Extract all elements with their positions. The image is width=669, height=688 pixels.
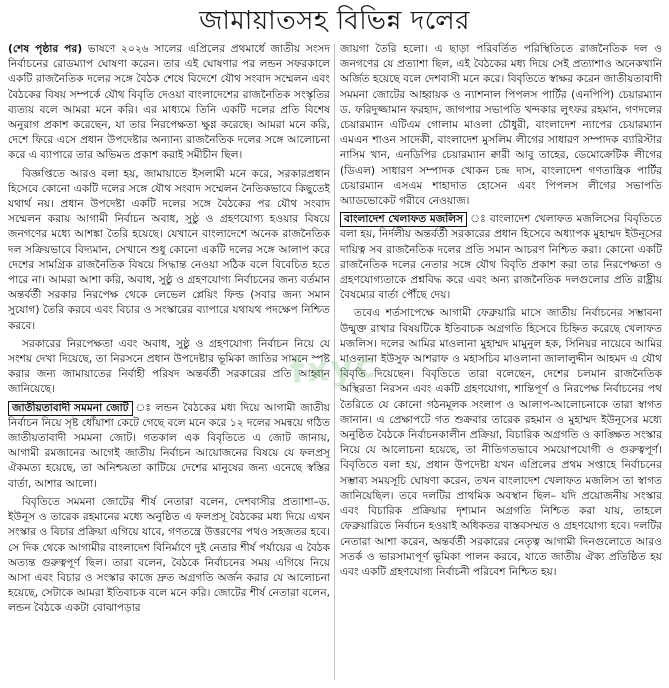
article-paragraph	[8, 42, 330, 164]
paragraph-text: বিবৃতিতে সমমনা জোটের শীর্ষ নেতারা বলেন, দেশবাসীর প্রত্যাশা–ড. ইউনূস ও তারেক রহমানের মধ্যে অনুষ্ঠিত এ ফলপ্রসূ বৈঠকের মধ্য দিয়ে এখন সংস্কার ও বিচার প্রক্রিয়া এগিয়ে যাবে, গণতন্ত্রে উত্তরণের পথও সহজতর হবে। সে দিক থেকে আগামীর বাংলাদেশ বিনির্মাণে দুই নেতার শীর্ষ পর্যায়ের এ বৈঠক অত্যন্ত গুরুত্বপূর্ণ ছিল। তারা বলেন, বৈঠকে নির্বাচনের সময় এগিয়ে নিয়ে আসা এবং বিচার ও সংস্কার কাজে দ্রুত অগ্রগতি অর্জন করার যে আলোচনা হয়েছে, সেটাকে আমরা ইতিবাচক বলে মনে করি। জোটের শীর্ষ নেতারা বলেন, লন্ডন বৈঠকে একটা বোঝাপড়ার	[8, 495, 330, 615]
continuation-label: (শেষ পৃষ্ঠার পর)	[8, 43, 83, 55]
paragraph-text: সরকারের নিরপেক্ষতা এবং অবাধ, সুষ্ঠু ও গ্রহণযোগ্য নির্বাচন নিয়ে যে সংশয় দেখা দিয়েছে, তা নিরসনে প্রধান উপদেষ্টার ভূমিকা জাতির সামনে স্পষ্ট করার জন্য জামায়াতের নির্বাহী পরিষদ অন্তর্বর্তী সরকারের প্রতি আহ্বান জানিয়েছে।	[8, 337, 330, 396]
paragraph-text: ঃ লন্ডন বৈঠকের মধ্য দিয়ে আগামী জাতীয় নির্বাচন নিয়ে সৃষ্ট ধোঁয়াশা কেটে গেছে বলে মনে করে ১২ দলের সমন্বয়ে গঠিত জাতীয়তাবাদী সমমনা জোট। গতকাল এক বিবৃতিতে এ জোট জানায়, আগামী রমজানের আগেই জাতীয় নির্বাচন আয়োজনের বিষয়ে যে ফলপ্রসূ ঐকমত্য হয়েছে, তা অনিশ্চয়তা কাটিয়ে দেশের মানুষের জন্য এনেছে স্বস্তির বার্তা, আশার আলো।	[8, 401, 330, 490]
article-right-column	[340, 42, 662, 682]
article-paragraph	[8, 167, 330, 334]
subheading-jatiyatabadi-somomona-jote: জাতীয়তাবাদী সমমনা জোট	[8, 401, 133, 416]
article-paragraph	[8, 337, 330, 398]
article-paragraph	[340, 212, 662, 303]
article-paragraph	[340, 306, 662, 580]
article-headline: জামায়াতসহ বিভিন্ন দলের	[199, 6, 470, 36]
paragraph-text: জায়গা তৈরি হলো। এ ছাড়া পরিবর্তিত পরিস্থিতিতে রাজনৈতিক দল ও জনগণের যে প্রত্যাশা ছিল, এই বৈঠকের মধ্য দিয়ে সেই প্রত্যাশাও অনেকখানি অর্জিত হয়েছে বলে দেশবাসী মনে করে। বিবৃতিতে স্বাক্ষর করেন জাতীয়তাবাদী সমমনা জোটের আহ্বায়ক ও ন্যাশনাল পিপলস পার্টির (এনপিপি) চেয়ারম্যান ড. ফরিদুজ্জামান ফরহাদ, জাগপার সভাপতি খন্দকার লুৎফর রহমান, গণদলের চেয়ারম্যান এটিএম গোলাম মাওলা চৌধুরী, বাংলাদেশ ন্যাপের চেয়ারম্যান এমএন শাওন সাদেকী, বাংলাদেশ মুসলিম লীগের সাধারণ সম্পাদক ব্যারিস্টার নাসিম খান, এনডিপির চেয়ারম্যান ক্বারী আবু তাহের, ডেমোক্রেটিক লীগের (ডিএল) সাধারণ সম্পাদক খোকন চন্দ্র দাস, বাংলাদেশ গণতান্ত্রিক পার্টির চেয়ারম্যান এসএম শাহাদাত হোসেন এবং পিপলস লীগের সভাপতি অ্যাডভোকেট গরীবে নেওয়াজ।	[340, 43, 662, 208]
paragraph-text: বিজ্ঞপ্তিতে আরও বলা হয়, জামায়াতে ইসলামী মনে করে, সরকারপ্রধান হিসেবে কোনো একটি দলের সঙ্গে যৌথ সংবাদ সম্মেলন নৈতিকভাবে কিছুতেই যথার্থ নয়। প্রধান উপদেষ্টা একটি দলের সঙ্গে বৈঠকের পর যৌথ সংবাদ সম্মেলন করায় আগামী নির্বাচন অবাধ, সুষ্ঠু ও গ্রহণযোগ্য হওয়ার বিষয়ে জনগণের মধ্যে আশঙ্কা তৈরি হয়েছে। যেখানে বাংলাদেশে অনেক রাজনৈতিক দল সক্রিয়ভাবে বিদ্যমান, সেখানে শুধু কোনো একটি দলের সঙ্গে আলাপ করে দেশের সামগ্রিক রাজনৈতিক বিষয়ে সিদ্ধান্ত নেওয়া সঠিক বলে বিবেচিত হতে পারে না। আমরা আশা করি, অবাধ, সুষ্ঠু ও গ্রহণযোগ্য নির্বাচনের জন্য বর্তমান অন্তর্বর্তী সরকার নিরপেক্ষ থেকে লেভেল প্লেয়িং ফিল্ড (সবার জন্য সমান সুযোগ) তৈরি করবে এবং বিচার ও সংস্কারের ব্যাপারে যথাযথ পদক্ষেপ নিশ্চিত করবে।	[8, 167, 330, 332]
article-left-column	[8, 42, 330, 682]
paragraph-text: ঃ বাংলাদেশ খেলাফত মজলিসের বিবৃতিতে বলা হয়, নির্দলীয় অন্তর্বর্তী সরকারের প্রধান হিসেবে অধ্যাপক মুহাম্মদ ইউনূসের দায়িত্ব সব রাজনৈতিক দলের প্রতি সমান আচরণ নিশ্চিত করা। কোনো একটি রাজনৈতিক দলের নেতার সঙ্গে যৌথ বিবৃতি প্রকাশ করা তার নিরপেক্ষতা ও গ্রহণযোগ্যতাকে প্রশ্নবিদ্ধ করে এবং অন্য রাজনৈতিক দলগুলোর প্রতি রাষ্ট্রীয় বৈষম্যের বার্তা পৌঁছে দেয়।	[340, 213, 662, 302]
watermark-logo: fxyc	[288, 345, 379, 392]
subheading-khelafat-majlis: বাংলাদেশ খেলাফত মজলিস	[340, 212, 467, 227]
paragraph-text: তবেএ শর্তসাপেক্ষে আগামী ফেব্রুয়ারি মাসে জাতীয় নির্বাচনের সম্ভাবনা উন্মুক্ত রাখার বিষয়টিকে ইতিবাচক অগ্রগতি হিসেবে চিহ্নিত করেছে খেলাফত মজলিস। দলের আমির মাওলানা মুহাম্মদ মামুনুল হক, সিনিয়র নায়েবে আমির মাওলানা ইউসুফ আশরাফ ও মহাসচিব মাওলানা জালালুদ্দীন আহমদ এ যৌথ বিবৃতি দিয়েছেন। বিবৃতিতে তারা বলেছেন, দেশের চলমান রাজনৈতিক অস্থিরতা নিরসন এবং একটি গ্রহণযোগ্য, শান্তিপূর্ণ ও নিরপেক্ষ নির্বাচনের পথ তৈরিতে যে কোনো গঠনমূলক সংলাপ ও আলাপ-আলোচনাকে তারা স্বাগত জানান। এ প্রেক্ষাপটে গত শুক্রবার তারেক রহমান ও মুহাম্মদ ইউনূসের মধ্যে অনুষ্ঠিত বৈঠকে নির্বাচনকালীন প্রক্রিয়া, বিচারিক অগ্রগতি ও কাঙ্ক্ষিত সংস্কার নিয়ে যে আলোচনা হয়েছে, তা নীতিগতভাবে সময়োপযোগী ও গুরুত্বপূর্ণ। বিবৃতিতে বলা হয়, প্রধান উপদেষ্টা যখন এপ্রিলের প্রথম সপ্তাহে নির্বাচনের সম্ভাব্য সময়সূচি ঘোষণা করেন, তখন বাংলাদেশ খেলাফত মজলিস তা স্বাগত জানিয়েছিল। তবে দলটির প্রাথমিক অবস্থান ছিল– যদি প্রয়োজনীয় সংস্কার এবং বিচারিক প্রক্রিয়ার দৃশ্যমান অগ্রগতি নিশ্চিত করা যায়, তাহলে ফেব্রুয়ারিতে নির্বাচন হওয়াই অধিকতর বাস্তবসম্মত ও গ্রহণযোগ্য হবে। দলটির নেতারা আশা করেন, অন্তর্বর্তী সরকারের নেতৃত্ব আগামী দিনগুলোতে আরও সতর্ক ও ভারসাম্যপূর্ণ ভূমিকা পালন করবে, যাতে জাতীয় ঐক্য প্রতিষ্ঠিত হয় এবং একটি গ্রহণযোগ্য নির্বাচনী পরিবেশ নিশ্চিত হয়।	[340, 307, 662, 578]
article-paragraph	[8, 401, 330, 492]
column-divider	[334, 44, 335, 680]
article-paragraph	[8, 495, 330, 617]
article-paragraph	[340, 42, 662, 209]
paragraph-text: ভাষণে ২০২৬ সালের এপ্রিলের প্রথমার্ধে জাতীয় সংসদ নির্বাচনের রোডম্যাপ ঘোষণা করেন। তার এই ঘোষণার পর লন্ডন সফরকালে একটি রাজনৈতিক দলের সঙ্গে বৈঠক শেষে বিদেশে যৌথ সংবাদ সম্মেলন এবং বৈঠকের বিষয় সম্পর্কে যৌথ বিবৃতি দেওয়া বাংলাদেশের রাজনৈতিক সংস্কৃতির ব্যত্যয় বলে আমরা মনে করি। এর মাধ্যমে তিনি একটি দলের প্রতি বিশেষ অনুরাগ প্রকাশ করেছেন, যা তার নিরপেক্ষতা ক্ষুণ্ণ করেছে। আমরা মনে করি, দেশে ফিরে এসে প্রধান উপদেষ্টার অন্যান্য রাজনৈতিক দলের সঙ্গে আলোচনা করে এ ব্যাপারে তার অভিমত প্রকাশ করাই সমীচীন ছিল।	[8, 43, 330, 162]
